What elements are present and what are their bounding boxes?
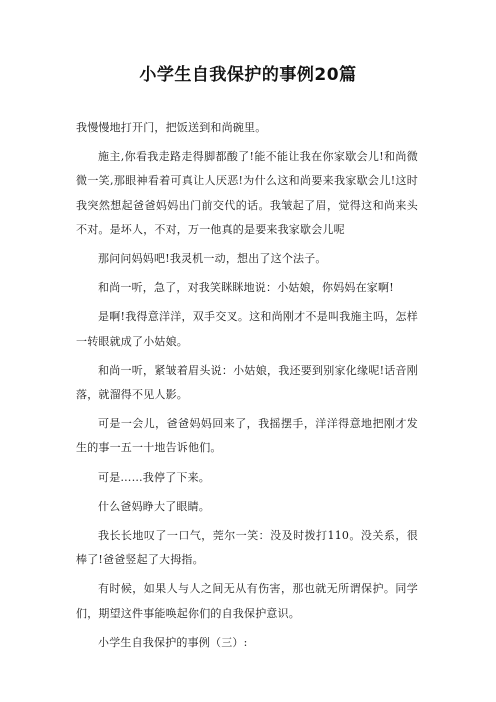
document-title: 小学生自我保护的事例20篇 bbox=[139, 65, 357, 85]
paragraph: 可是一会儿，爸爸妈妈回来了，我摇摆手，洋洋得意地把刚才发生的事一五一十地告诉他们。 bbox=[76, 417, 418, 455]
paragraph: 施主,你看我走路走得脚都酸了!能不能让我在你家歇会儿!和尚微微一笑,那眼神看着可真让人厌恶!为什么这和尚要来我家歇会儿!这时我突然想起爸爸妈妈出门前交代的话。我皱起了眉，觉得这和尚来头不对。是坏人，不对，万一他真的是要来我家歇会儿呢 bbox=[76, 150, 418, 236]
paragraph: 和尚一听，紧皱着眉头说：小姑娘，我还要到别家化缘呢!话音刚落，就溜得不见人影。 bbox=[76, 363, 418, 402]
paragraph: 那问问妈妈吧!我灵机一动，想出了这个法子。 bbox=[98, 252, 327, 266]
document-body bbox=[76, 116, 418, 660]
paragraph: 是啊!我得意洋洋，双手交叉。这和尚刚才不是叫我施主吗，怎样一转眼就成了小姑娘。 bbox=[76, 310, 418, 348]
paragraph: 什么爸妈睁大了眼睛。 bbox=[98, 499, 210, 513]
paragraph: 和尚一听，急了，对我笑眯眯地说：小姑娘，你妈妈在家啊! bbox=[98, 281, 394, 295]
paragraph: 可是……我停了下来。 bbox=[98, 470, 210, 484]
section-heading: 小学生自我保护的事例（三）: bbox=[98, 635, 248, 649]
paragraph: 我慢慢地打开门，把饭送到和尚碗里。 bbox=[76, 121, 267, 134]
paragraph: 我长长地叹了一口气，莞尔一笑：没及时拨打110。没关系，很棒了!爸爸竖起了大拇指。 bbox=[76, 529, 418, 567]
paragraph: 有时候，如果人与人之间无从有伤害，那也就无所谓保护。同学们，期望这件事能唤起你们的自我保护意识。 bbox=[76, 582, 418, 620]
